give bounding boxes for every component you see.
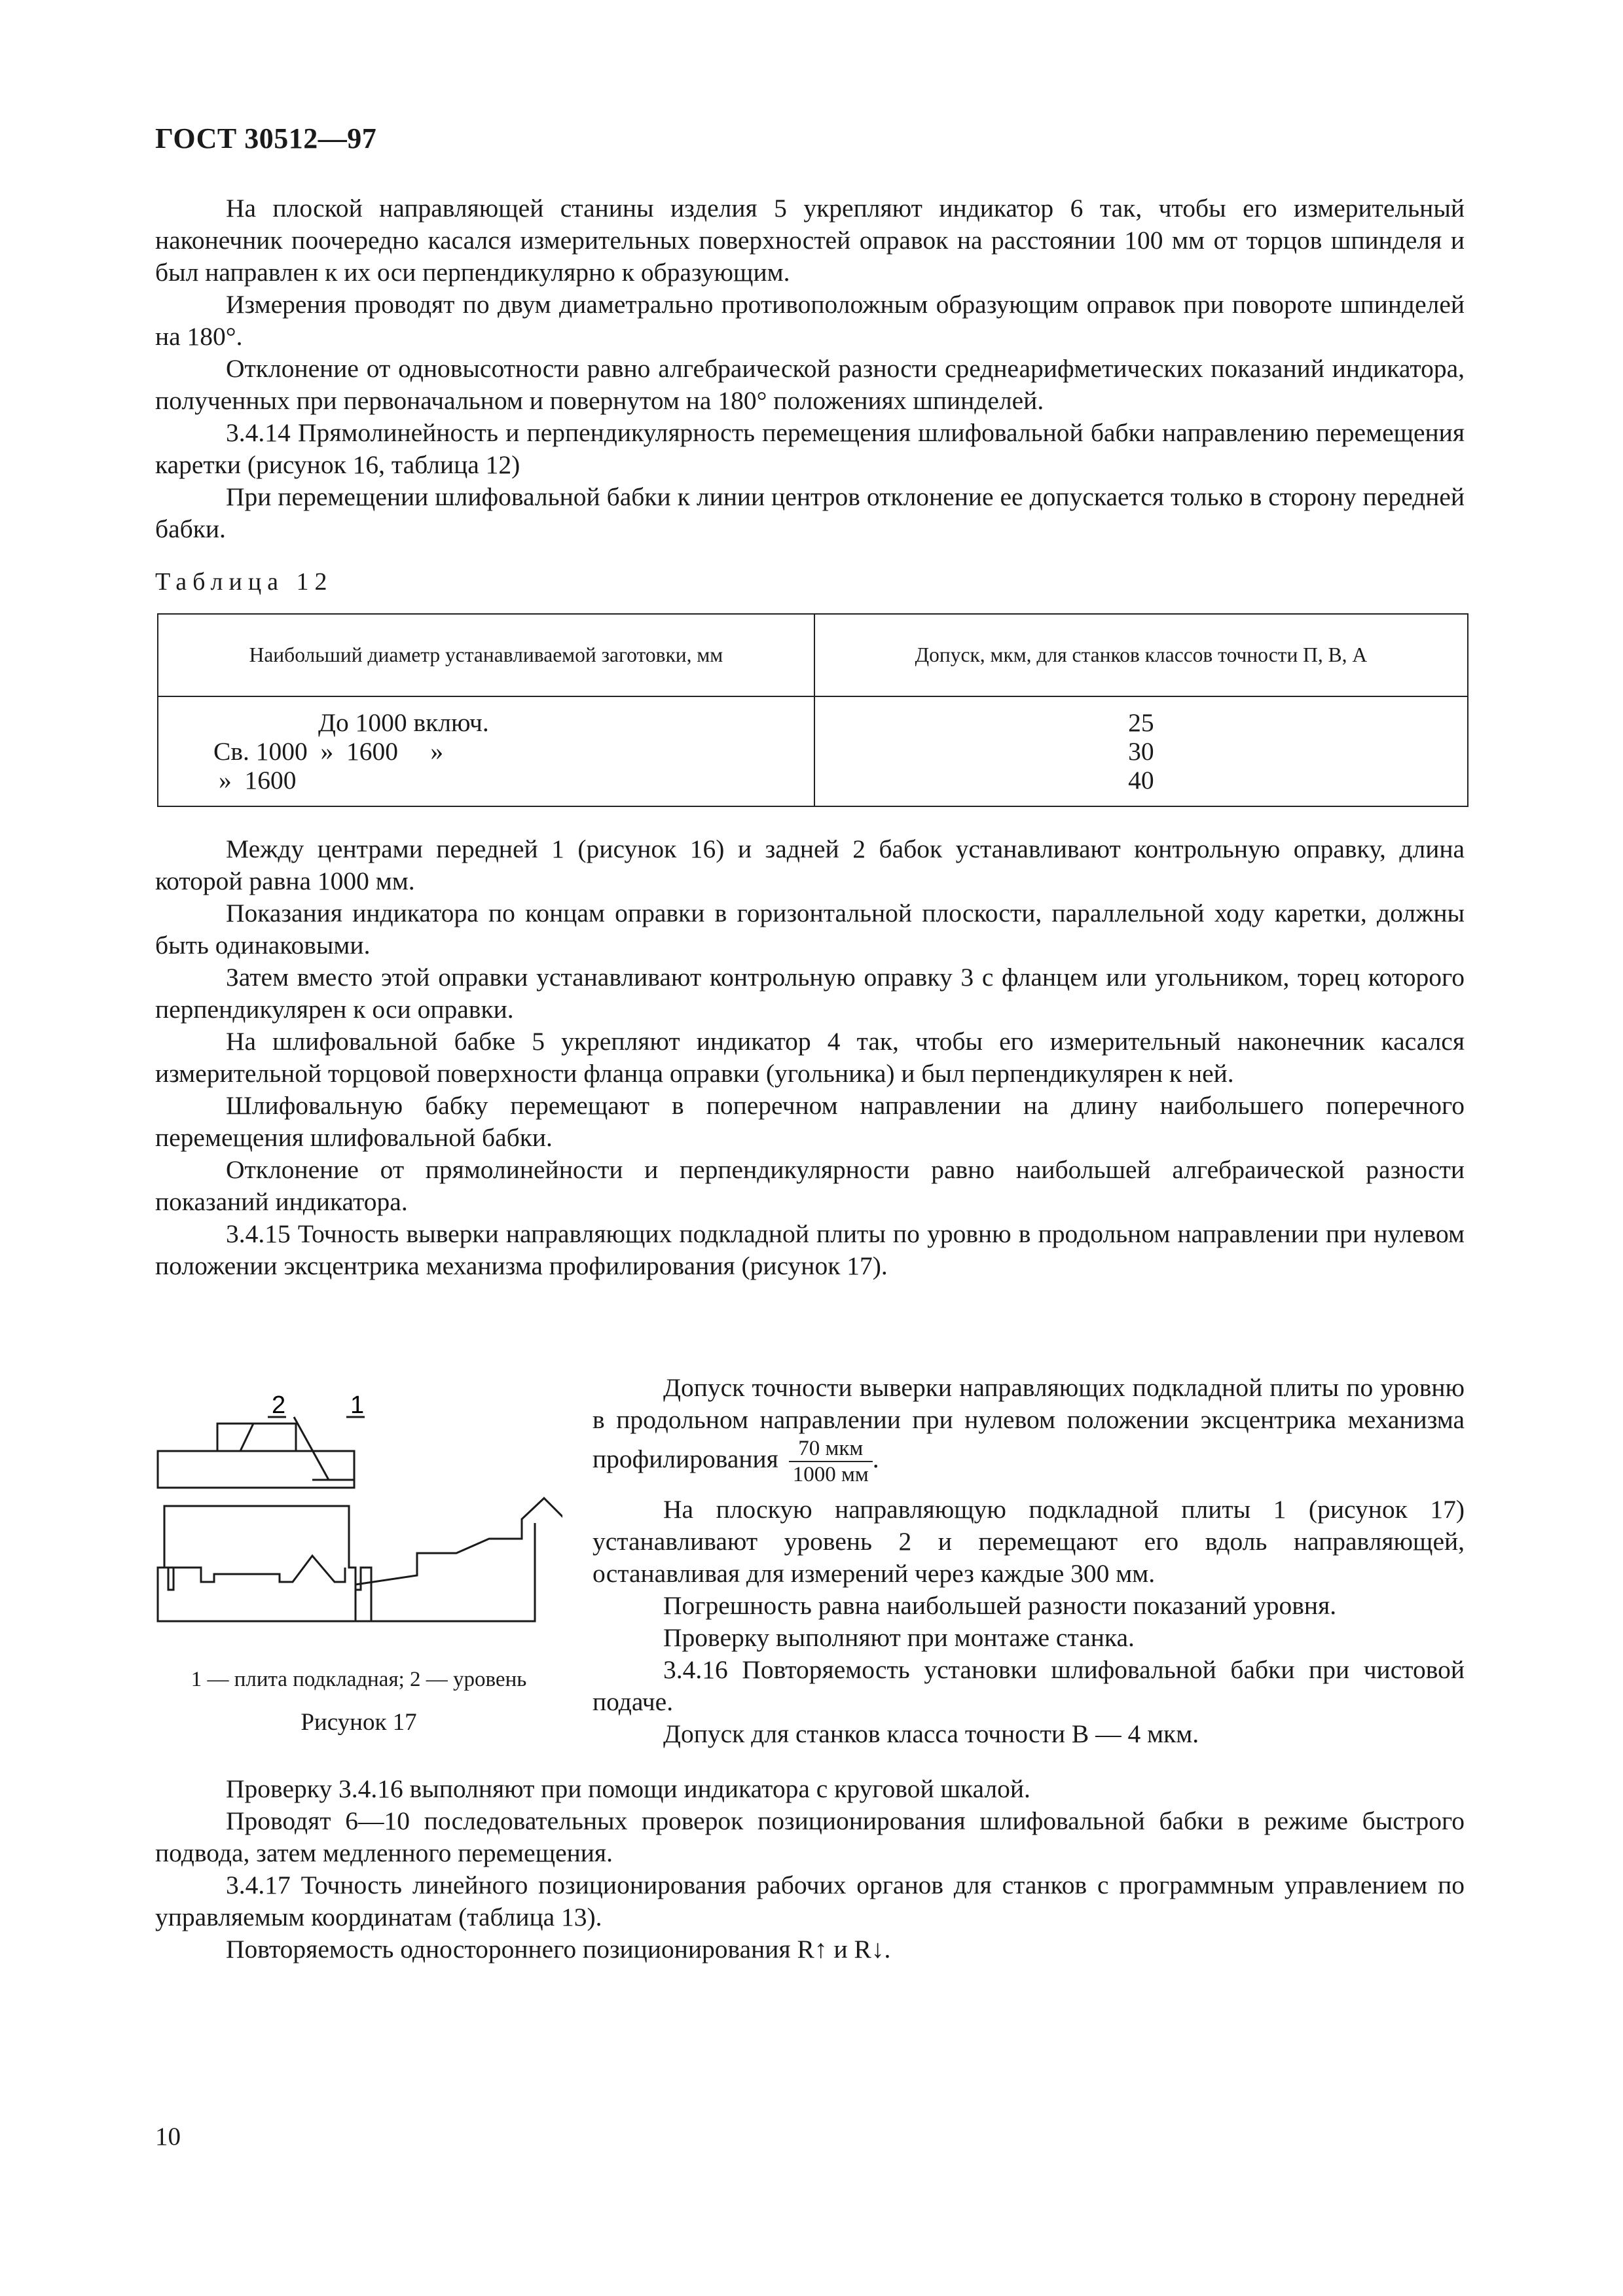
table-cell: До 1000 включ.: [318, 708, 489, 737]
fraction-punct: .: [872, 1444, 879, 1474]
plate-shape: [158, 1506, 371, 1621]
table-cell: » 1600: [219, 766, 297, 795]
paragraph: 3.4.14 Прямолинейность и перпендикулярность перемещения шлифовальной бабки направлению перемещения каретки (рисунок 16, таблица 12): [155, 418, 1465, 479]
paragraph: Допуск для станков класса точности В — 4 мкм.: [663, 1719, 1199, 1748]
tolerance-table: [157, 613, 1468, 807]
table-cell: Св. 1000 » 1600 »: [213, 737, 444, 766]
paragraph: На плоскую направляющую подкладной плиты 1 (рисунок 17) устанавливают уровень 2 и перемещают его вдоль направляющей, останавливая для измерений через каждые 300 мм.: [593, 1495, 1465, 1588]
figure-label-2: 2: [272, 1391, 286, 1419]
text-block-right: [593, 1372, 1465, 1750]
fraction-denominator: 1000 мм: [792, 1463, 869, 1486]
figure-legend: 1 — плита подкладная; 2 — уровень: [191, 1668, 527, 1691]
paragraph-with-fraction: [593, 1372, 1465, 1487]
paragraph: На плоской направляющей станины изделия 5 укрепляют индикатор 6 так, чтобы его измерительный наконечник поочередно касался измерительных поверхностей оправок на расстоянии 100 мм от торцов шпинделя и был направлен к их оси перпендикулярно к образующим.: [155, 194, 1465, 287]
level-shape: [217, 1424, 296, 1451]
paragraph: Измерения проводят по двум диаметрально противоположным образующим оправок при повороте шпинделей на 180°.: [155, 290, 1465, 351]
paragraph: Отклонение от прямолинейности и перпендикулярности равно наибольшей алгебраической разности показаний индикатора.: [155, 1155, 1465, 1216]
paragraph: Проводят 6—10 последовательных проверок позиционирования шлифовальной бабки в режиме быстрого подвода, затем медленного перемещения.: [155, 1806, 1465, 1867]
paragraph: Затем вместо этой оправки устанавливают контрольную оправку 3 с фланцем или угольником, торец которого перпендикулярен к оси оправки.: [155, 963, 1465, 1024]
paragraph: При перемещении шлифовальной бабки к линии центров отклонение ее допускается только в сторону передней бабки.: [155, 482, 1465, 543]
document-header: ГОСТ 30512—97: [155, 122, 377, 154]
paragraph: На шлифовальной бабке 5 укрепляют индикатор 4 так, чтобы его измерительный наконечник касался измерительной торцовой поверхности фланца оправки (угольника) и был перпендикулярен к ней.: [155, 1027, 1465, 1088]
table-cell: 40: [1128, 766, 1154, 795]
text-block-1: [155, 192, 1465, 545]
tolerance-fraction: [789, 1436, 873, 1487]
paragraph: Проверку 3.4.16 выполняют при помощи индикатора с круговой шкалой.: [226, 1774, 1030, 1803]
paragraph: Погрешность равна наибольшей разности показаний уровня.: [663, 1591, 1337, 1620]
table-header-tolerance: Допуск, мкм, для станков классов точности П, В, А: [814, 614, 1468, 696]
table-cell: 25: [1128, 708, 1154, 737]
paragraph: Шлифовальную бабку перемещают в поперечном направлении на длину наибольшего поперечного перемещения шлифовальной бабки.: [155, 1091, 1465, 1152]
table-col-tolerance: [814, 696, 1468, 806]
paragraph: Отклонение от одновысотности равно алгебраической разности среднеарифметических показаний индикатора, полученных при первоначальном и повернутом на 180° положениях шпинделей.: [155, 354, 1465, 415]
table-cell: 30: [1128, 737, 1154, 766]
paragraph: 3.4.17 Точность линейного позиционирования рабочих органов для станков с программным управлением по управляемым координатам (таблица 13).: [155, 1871, 1465, 1931]
text-block-3: [155, 1773, 1465, 1965]
paragraph: Показания индикатора по концам оправки в горизонтальной плоскости, параллельной ходу каретки, должны быть одинаковыми.: [155, 899, 1465, 960]
paragraph: Допуск точности выверки направляющих подкладной плиты по уровню в продольном направлении при нулевом положении эксцентрика механизма профилирования: [593, 1373, 1465, 1474]
table-header-row: [158, 614, 1468, 696]
page-number: 10: [155, 2123, 181, 2151]
figure-17-drawing: [155, 1391, 562, 1666]
upper-slab-shape: [158, 1451, 354, 1488]
paragraph: 3.4.16 Повторяемость установки шлифовальной бабки при чистовой подаче.: [593, 1655, 1465, 1716]
paragraph: Проверку выполняют при монтаже станка.: [663, 1623, 1135, 1652]
table-body-row: [158, 696, 1468, 806]
table-col-diameter: [158, 696, 814, 806]
text-block-2: [155, 833, 1465, 1282]
figure-caption: Рисунок 17: [301, 1709, 417, 1736]
fraction-numerator: 70 мкм: [789, 1436, 873, 1462]
table-header-diameter: Наибольший диаметр устанавливаемой заготовки, мм: [158, 614, 814, 696]
table-caption: Таблица 12: [155, 568, 333, 596]
figure-label-1: 1: [350, 1391, 365, 1419]
paragraph: 3.4.15 Точность выверки направляющих подкладной плиты по уровню в продольном направлении при нулевом положении эксцентрика механизма профилирования (рисунок 17).: [155, 1219, 1465, 1280]
paragraph: Между центрами передней 1 (рисунок 16) и задней 2 бабок устанавливают контрольную оправку, длина которой равна 1000 мм.: [155, 834, 1465, 895]
paragraph: Повторяемость одностороннего позиционирования R↑ и R↓.: [226, 1935, 891, 1964]
